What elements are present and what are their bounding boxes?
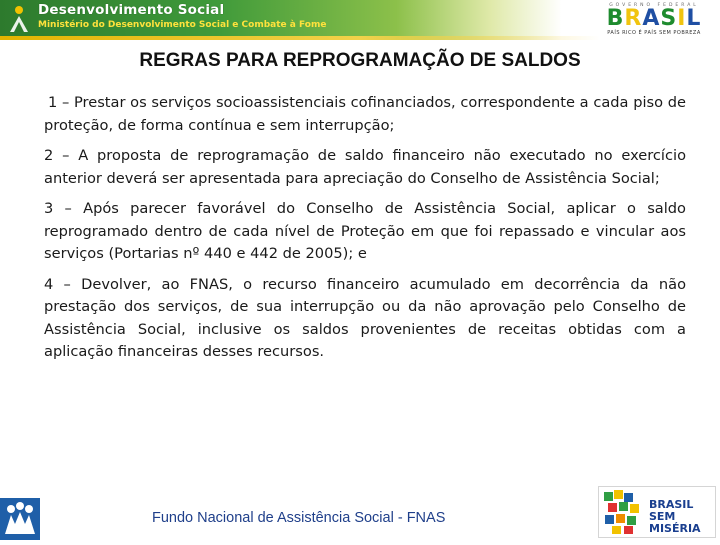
footer-caption: Fundo Nacional de Assistência Social - FNAS [152,510,446,526]
brasil-wordmark-text: BRASIL [606,6,702,31]
brasil-sem-miseria-logo [598,486,716,538]
ministry-title: Desenvolvimento Social [38,2,225,18]
rule-paragraph-3: 3 – Após parecer favorável do Conselho de Assistência Social, aplicar o saldo reprogramado dentro de cada nível de Proteção em que foi repassado e vincular aos serviços (Portarias nº 440 e 442 de 2005); e [44,200,686,262]
brasil-wordmark [598,8,710,30]
rule-paragraph-1: 1 – Prestar os serviços socioassistenciais cofinanciados, correspondente a cada piso de proteção, de forma contínua e sem interrupção; [44,94,686,134]
rules-body [44,92,686,372]
flag-mosaic-icon [602,488,646,536]
header-banner [0,0,720,40]
gov-tagline: PAÍS RICO É PAÍS SEM POBREZA [607,30,701,36]
page-title: REGRAS PARA REPROGRAMAÇÃO DE SALDOS [139,50,581,71]
rule-paragraph-2: 2 – A proposta de reprogramação de saldo financeiro não executado no exercício anterior deverá ser apresentada para apreciação do Conselho de Assistência Social; [44,147,686,187]
bsm-line3: MISÉRIA [649,522,701,535]
suas-logo-icon [0,498,40,540]
bsm-line1: BRASIL [649,498,694,511]
rule-paragraph-4: 4 – Devolver, ao FNAS, o recurso financeiro acumulado em decorrência da não prestação dos serviços, de sua interrupção ou da não aprovação pelo Conselho de Assistência Social, inclusive os saldos provenientes de receitas obtidas com a aplicação financeiras desses recursos. [44,275,686,360]
mds-logo-icon [6,4,32,34]
ministry-subtitle: Ministério do Desenvolvimento Social e Combate à Fome [38,20,327,30]
gov-federal-label: GOVERNO FEDERAL [609,3,699,8]
bsm-line2: SEM [649,510,676,523]
header-stripe [0,36,600,40]
brasil-logo [598,3,710,37]
